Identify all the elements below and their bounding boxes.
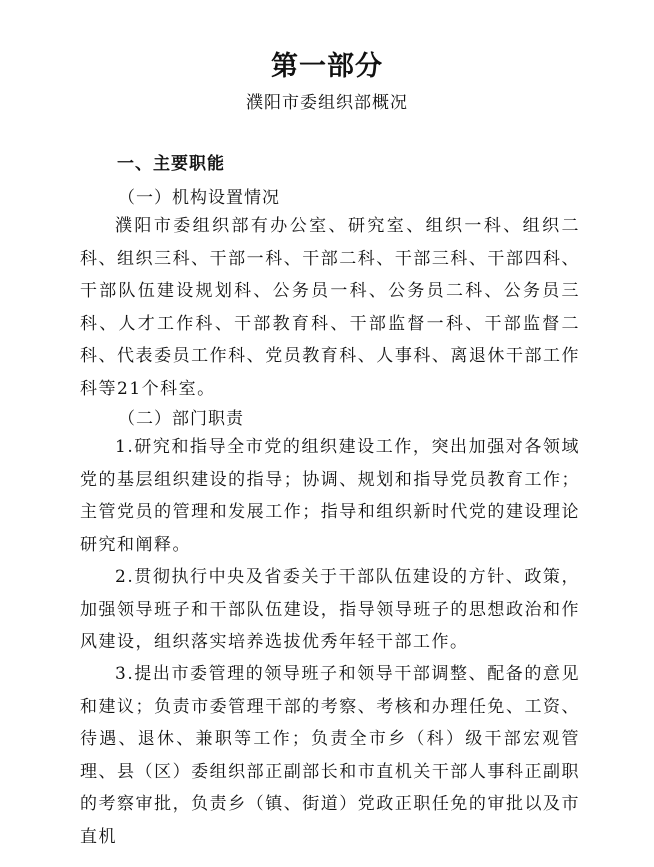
paragraph-organization-setup: 濮阳市委组织部有办公室、研究室、组织一科、组织二科、组织三科、干部一科、干部二科、干部三科、干部四科、干部队伍建设规划科、公务员一科、公务员二科、公务员三科、人才工作科、干部教育科、干部监督一科、干部监督二科、代表委员工作科、党员教育科、人事科、离退休干部工作科等21个科室。	[80, 216, 580, 399]
page-subtitle: 濮阳市委组织部概况	[246, 93, 408, 113]
page-title: 第一部分	[271, 51, 383, 82]
subsection-heading-duties: （二）部门职责	[118, 409, 244, 429]
duty-item-3: 3.提出市委管理的领导班子和领导干部调整、配备的意见和建议；负责市委管理干部的考察、考核和办理任免、工资、待遇、退休、兼职等工作；负责全市乡（科）级干部宏观管理、县（区）委组织部正副部长和市直机关干部人事科正副职的考察审批，负责乡（镇、街道）党政正职任免的审批以及市直机	[80, 664, 580, 847]
duty-item-2: 2.贯彻执行中央及省委关于干部队伍建设的方针、政策，加强领导班子和干部队伍建设，指导领导班子的思想政治和作风建设，组织落实培养选拔优秀年轻干部工作。	[80, 567, 580, 652]
duty-item-1: 1.研究和指导全市党的组织建设工作，突出加强对各领域党的基层组织建设的指导；协调、规划和指导党员教育工作；主管党员的管理和发展工作；指导和组织新时代党的建设理论研究和阐释。	[80, 437, 580, 555]
subsection-heading-organization: （一）机构设置情况	[118, 188, 280, 208]
section-heading-main-functions: 一、主要职能	[117, 154, 225, 174]
